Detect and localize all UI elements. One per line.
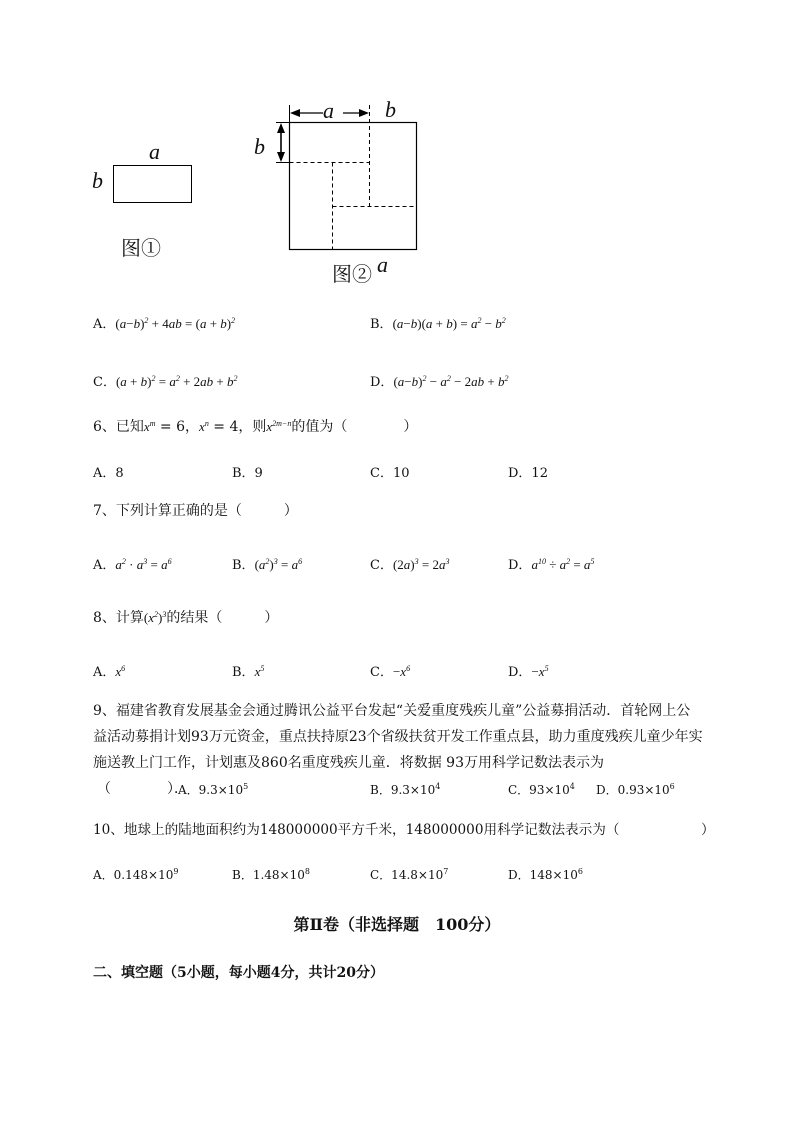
q10-option-d[interactable]: D．$148\times 10^6$ [508, 867, 583, 882]
fig2-caption: 图② [332, 262, 372, 286]
q6-option-a[interactable]: A．8 [93, 466, 124, 481]
q8-option-b[interactable]: B．$x^5$ [232, 664, 265, 680]
fig2-label-b-left: b [254, 134, 265, 159]
q8-option-a[interactable]: A．$x^6$ [93, 664, 126, 680]
fig1-caption: 图① [121, 236, 161, 260]
q5-option-d-formula: $(a-b)^2 - a^2 - 2ab + b^2$ [393, 374, 509, 389]
fig1-label-a: a [149, 139, 160, 164]
fig1-rectangle [113, 165, 192, 203]
q6-expression: $x^{2m-n}$ [266, 419, 292, 434]
q7-stem: 7、下列计算正确的是（ ） [93, 503, 298, 519]
q8-option-c[interactable]: C．$-x^6$ [370, 664, 411, 680]
q7-option-d[interactable]: D．$a^{10} \div a^2 = a^5$ [508, 557, 595, 573]
q7-option-c[interactable]: C．$(2a)^3 = 2a^3$ [370, 557, 450, 573]
fig2-label-a-top: a [323, 98, 334, 123]
q5-option-c-formula: $(a + b)^2 = a^2 + 2ab + b^2$ [115, 374, 238, 389]
q5-option-a[interactable]: A．$(a-b)^2 + 4ab = (a + b)^2$ [93, 316, 236, 332]
fig2-label-b-top: b [385, 97, 396, 122]
q9-line-1: 9、福建省教育发展基金会通过腾讯公益平台发起“关爱重度残疾儿童”公益募捐活动．首轮网上公 [93, 703, 691, 719]
q7-option-a[interactable]: A．$a^2 \cdot a^3 = a^6$ [93, 557, 172, 573]
q5-option-a-formula: $(a-b)^2 + 4ab = (a + b)^2$ [115, 316, 236, 331]
fig2-arrowhead-down [277, 152, 285, 162]
q8-stem: 8、计算$(x^2)^3$的结果（ ） [93, 610, 279, 626]
q9-option-a[interactable]: A．$9.3\times 10^5$ [178, 782, 249, 797]
q9-paren: （ ）． [97, 781, 188, 797]
q5-option-b-formula: $(a-b)(a + b) = a^2 - b^2$ [392, 316, 506, 331]
q9-line-3: 施送教上门工作，计划惠及860名重度残疾儿童．将数据 93万用科学记数法表示为 [93, 755, 604, 771]
section-title: 第Ⅱ卷（非选择题 100分） [293, 915, 501, 934]
q10-option-b[interactable]: B．$1.48\times 10^8$ [232, 867, 310, 882]
q9-option-c[interactable]: C．$93\times 10^4$ [508, 782, 575, 797]
q8-expression: $(x^2)^3$ [143, 610, 167, 625]
q5-option-c[interactable]: C．$(a + b)^2 = a^2 + 2ab + b^2$ [93, 374, 238, 390]
q6-stem: 6、已知$x^m = 6$，$x^n = 4$，则$x^{2m-n}$的值为（ ） [93, 419, 418, 435]
fig2-arrowhead-right [359, 109, 369, 117]
q9-line-2: 益活动募捐计划93万元资金，重点扶持原23个省级扶贫开发工作重点县，助力重度残疾儿童少年实 [93, 729, 703, 745]
fig2-label-a-bottom: a [377, 252, 388, 277]
q6-option-d[interactable]: D．12 [508, 466, 548, 481]
part2-heading: 二、填空题（5小题，每小题4分，共计20分） [93, 965, 384, 981]
q9-option-b[interactable]: B．$9.3\times 10^4$ [370, 782, 441, 797]
fig1-label-b: b [92, 168, 103, 193]
q10-stem: 10、地球上的陆地面积约为148000000平方千米，148000000用科学记数法表示为（ ） [93, 822, 715, 838]
q6-option-c[interactable]: C．10 [370, 466, 410, 481]
q6-cond2: $x^n$ [199, 419, 209, 434]
q9-option-d[interactable]: D．$0.93\times 10^6$ [596, 782, 675, 797]
q10-option-a[interactable]: A．$0.148\times 10^9$ [93, 867, 179, 882]
q10-option-c[interactable]: C．$14.8\times 10^7$ [370, 867, 449, 882]
fig2-arrowhead-up [277, 123, 285, 133]
q5-option-b[interactable]: B．$(a-b)(a + b) = a^2 - b^2$ [370, 316, 506, 332]
fig2-arrowhead-left [290, 109, 300, 117]
q8-option-d[interactable]: D．$-x^5$ [508, 664, 549, 680]
q5-option-d[interactable]: D．$(a-b)^2 - a^2 - 2ab + b^2$ [370, 374, 509, 390]
figure-2-diagram [240, 95, 440, 255]
q6-cond1: $x^m$ [143, 419, 156, 434]
q7-option-b[interactable]: B．$(a^2)^3 = a^6$ [232, 557, 303, 573]
fig2-outer-square [290, 123, 417, 250]
q6-option-b[interactable]: B．9 [232, 466, 263, 481]
